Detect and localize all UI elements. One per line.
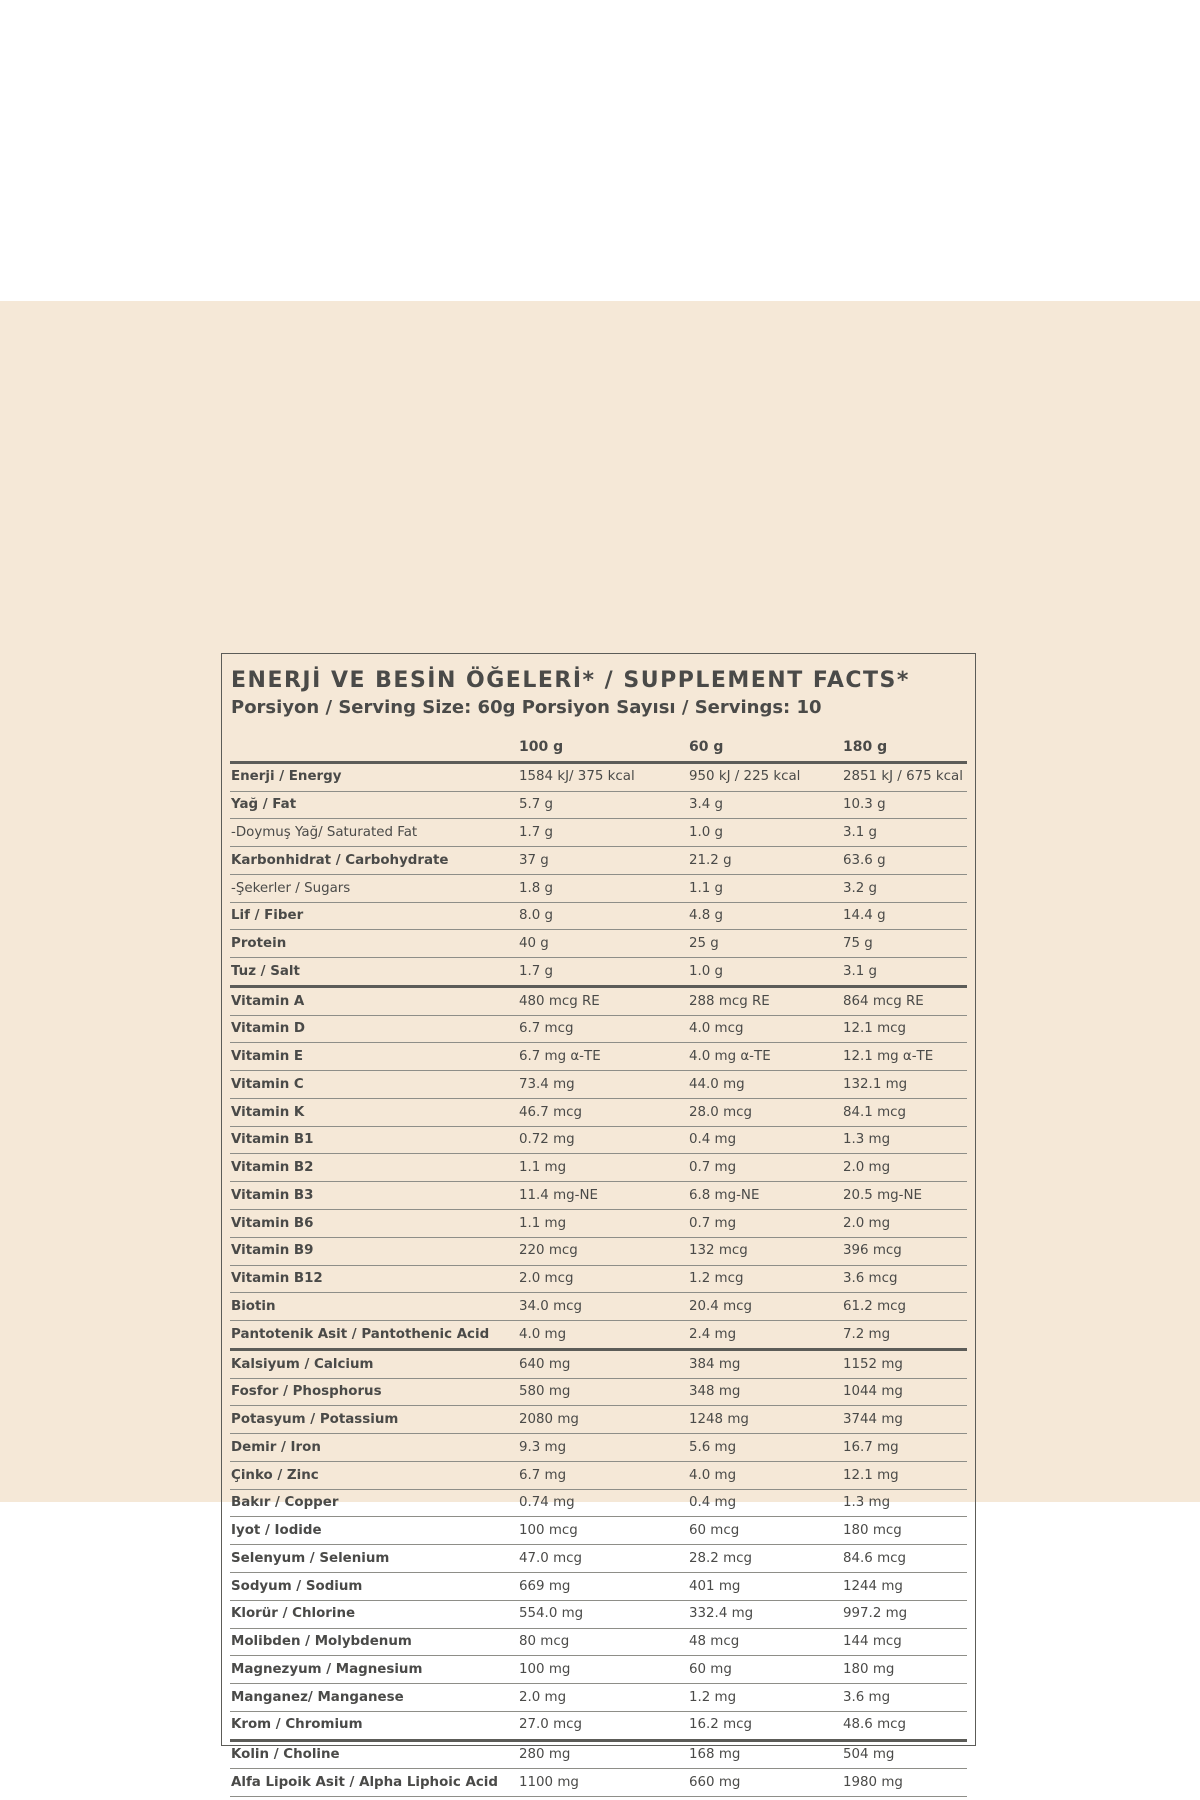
value-60g: 4.0 mg α-TE: [688, 1043, 842, 1071]
panel-title: ENERJİ VE BESİN ÖĞELERİ* / SUPPLEMENT FACTS*: [231, 668, 910, 693]
value-100g: 580 mg: [518, 1378, 688, 1406]
value-60g: 21.2 g: [688, 847, 842, 875]
value-60g: 4.0 mcg: [688, 1015, 842, 1043]
value-60g: 4.8 g: [688, 902, 842, 930]
value-100g: 6.7 mg α-TE: [518, 1043, 688, 1071]
value-100g: 6.7 mcg: [518, 1015, 688, 1043]
value-60g: 0.7 mg: [688, 1210, 842, 1238]
nutrient-name: Karbonhidrat / Carbohydrate: [230, 847, 518, 875]
nutrient-name: Potasyum / Potassium: [230, 1406, 518, 1434]
nutrient-name: Kolin / Choline: [230, 1740, 518, 1769]
value-180g: 864 mcg RE: [842, 986, 967, 1015]
nutrient-name: Molibden / Molybdenum: [230, 1628, 518, 1656]
table-row: [230, 791, 967, 819]
value-60g: 384 mg: [688, 1349, 842, 1378]
value-100g: 1.1 mg: [518, 1154, 688, 1182]
value-180g: 3.1 g: [842, 819, 967, 847]
nutrient-name: Alfa Lipoik Asit / Alpha Liphoic Acid: [230, 1769, 518, 1797]
nutrient-name: Klorür / Chlorine: [230, 1600, 518, 1628]
value-100g: 46.7 mcg: [518, 1098, 688, 1126]
facts-table: [230, 734, 967, 1797]
table-row: [230, 1378, 967, 1406]
value-180g: 1152 mg: [842, 1349, 967, 1378]
value-60g: 0.4 mg: [688, 1489, 842, 1517]
value-180g: 3.2 g: [842, 874, 967, 902]
value-100g: 1.7 g: [518, 819, 688, 847]
nutrient-name: Krom / Chromium: [230, 1711, 518, 1740]
value-100g: 11.4 mg-NE: [518, 1182, 688, 1210]
value-180g: 84.6 mcg: [842, 1545, 967, 1573]
value-180g: 3.6 mcg: [842, 1265, 967, 1293]
value-100g: 73.4 mg: [518, 1071, 688, 1099]
nutrient-name: Selenyum / Selenium: [230, 1545, 518, 1573]
table-row: [230, 1434, 967, 1462]
value-180g: 7.2 mg: [842, 1321, 967, 1350]
column-header-180g: 180 g: [842, 734, 967, 762]
value-180g: 396 mcg: [842, 1237, 967, 1265]
table-row: [230, 1600, 967, 1628]
value-60g: 28.2 mcg: [688, 1545, 842, 1573]
value-180g: 2.0 mg: [842, 1210, 967, 1238]
table-row: [230, 1210, 967, 1238]
value-100g: 669 mg: [518, 1572, 688, 1600]
value-60g: 288 mcg RE: [688, 986, 842, 1015]
value-100g: 480 mcg RE: [518, 986, 688, 1015]
table-row: [230, 1237, 967, 1265]
table-row: [230, 1769, 967, 1797]
value-60g: 1248 mg: [688, 1406, 842, 1434]
table-row: [230, 958, 967, 987]
table-row: [230, 1071, 967, 1099]
value-60g: 4.0 mg: [688, 1461, 842, 1489]
nutrient-name: Vitamin E: [230, 1043, 518, 1071]
nutrient-name: Vitamin B6: [230, 1210, 518, 1238]
table-row: [230, 1628, 967, 1656]
value-180g: 84.1 mcg: [842, 1098, 967, 1126]
nutrient-name: Vitamin B1: [230, 1126, 518, 1154]
value-60g: 401 mg: [688, 1572, 842, 1600]
table-row: [230, 1293, 967, 1321]
value-180g: 1.3 mg: [842, 1126, 967, 1154]
table-row: [230, 1711, 967, 1740]
value-180g: 1244 mg: [842, 1572, 967, 1600]
value-100g: 37 g: [518, 847, 688, 875]
value-180g: 20.5 mg-NE: [842, 1182, 967, 1210]
value-180g: 132.1 mg: [842, 1071, 967, 1099]
value-60g: 28.0 mcg: [688, 1098, 842, 1126]
nutrient-name: Vitamin B9: [230, 1237, 518, 1265]
value-100g: 1.8 g: [518, 874, 688, 902]
table-row: [230, 1740, 967, 1769]
nutrient-name: -Doymuş Yağ/ Saturated Fat: [230, 819, 518, 847]
value-100g: 280 mg: [518, 1740, 688, 1769]
value-100g: 47.0 mcg: [518, 1545, 688, 1573]
value-180g: 10.3 g: [842, 791, 967, 819]
value-180g: 12.1 mg: [842, 1461, 967, 1489]
value-60g: 950 kJ / 225 kcal: [688, 762, 842, 791]
column-header-60g: 60 g: [688, 734, 842, 762]
value-100g: 2.0 mcg: [518, 1265, 688, 1293]
value-60g: 44.0 mg: [688, 1071, 842, 1099]
nutrient-name: Vitamin A: [230, 986, 518, 1015]
nutrient-name: Protein: [230, 930, 518, 958]
value-60g: 132 mcg: [688, 1237, 842, 1265]
table-row: [230, 1182, 967, 1210]
table-row: [230, 930, 967, 958]
table-row: [230, 1684, 967, 1712]
value-100g: 80 mcg: [518, 1628, 688, 1656]
nutrient-name: Pantotenik Asit / Pantothenic Acid: [230, 1321, 518, 1350]
value-60g: 1.0 g: [688, 958, 842, 987]
value-60g: 48 mcg: [688, 1628, 842, 1656]
table-row: [230, 1545, 967, 1573]
nutrient-name: Manganez/ Manganese: [230, 1684, 518, 1712]
value-100g: 100 mcg: [518, 1517, 688, 1545]
value-100g: 4.0 mg: [518, 1321, 688, 1350]
value-60g: 660 mg: [688, 1769, 842, 1797]
value-180g: 16.7 mg: [842, 1434, 967, 1462]
value-60g: 25 g: [688, 930, 842, 958]
nutrient-name: Magnezyum / Magnesium: [230, 1656, 518, 1684]
value-100g: 2.0 mg: [518, 1684, 688, 1712]
nutrient-name: Vitamin C: [230, 1071, 518, 1099]
value-100g: 554.0 mg: [518, 1600, 688, 1628]
nutrient-name: Vitamin B12: [230, 1265, 518, 1293]
nutrient-name: Kalsiyum / Calcium: [230, 1349, 518, 1378]
value-60g: 1.2 mcg: [688, 1265, 842, 1293]
table-row: [230, 1321, 967, 1350]
facts-rows: [230, 762, 967, 1796]
value-180g: 48.6 mcg: [842, 1711, 967, 1740]
value-180g: 3.6 mg: [842, 1684, 967, 1712]
nutrient-name: Biotin: [230, 1293, 518, 1321]
value-60g: 0.7 mg: [688, 1154, 842, 1182]
value-180g: 61.2 mcg: [842, 1293, 967, 1321]
value-180g: 2851 kJ / 675 kcal: [842, 762, 967, 791]
column-header-100g: 100 g: [518, 734, 688, 762]
value-100g: 34.0 mcg: [518, 1293, 688, 1321]
table-row: [230, 1406, 967, 1434]
value-180g: 3744 mg: [842, 1406, 967, 1434]
table-row: [230, 1517, 967, 1545]
value-100g: 2080 mg: [518, 1406, 688, 1434]
nutrient-name: Demir / Iron: [230, 1434, 518, 1462]
value-60g: 3.4 g: [688, 791, 842, 819]
table-row: [230, 874, 967, 902]
value-180g: 504 mg: [842, 1740, 967, 1769]
nutrient-name: Vitamin B2: [230, 1154, 518, 1182]
nutrient-name: Vitamin B3: [230, 1182, 518, 1210]
value-100g: 1.1 mg: [518, 1210, 688, 1238]
value-180g: 180 mcg: [842, 1517, 967, 1545]
value-100g: 100 mg: [518, 1656, 688, 1684]
column-header-nutrient: [230, 734, 518, 762]
nutrient-name: Vitamin D: [230, 1015, 518, 1043]
value-180g: 3.1 g: [842, 958, 967, 987]
nutrient-name: Yağ / Fat: [230, 791, 518, 819]
value-100g: 40 g: [518, 930, 688, 958]
table-row: [230, 1015, 967, 1043]
value-60g: 1.1 g: [688, 874, 842, 902]
value-100g: 8.0 g: [518, 902, 688, 930]
value-100g: 1.7 g: [518, 958, 688, 987]
value-100g: 9.3 mg: [518, 1434, 688, 1462]
column-header-row: [230, 734, 967, 762]
value-60g: 5.6 mg: [688, 1434, 842, 1462]
nutrient-name: Vitamin K: [230, 1098, 518, 1126]
value-180g: 997.2 mg: [842, 1600, 967, 1628]
value-60g: 6.8 mg-NE: [688, 1182, 842, 1210]
value-180g: 14.4 g: [842, 902, 967, 930]
table-row: [230, 819, 967, 847]
value-60g: 168 mg: [688, 1740, 842, 1769]
value-100g: 220 mcg: [518, 1237, 688, 1265]
table-row: [230, 1265, 967, 1293]
label-background: [0, 301, 1200, 1790]
table-row: [230, 1489, 967, 1517]
value-60g: 1.0 g: [688, 819, 842, 847]
value-60g: 60 mg: [688, 1656, 842, 1684]
value-60g: 20.4 mcg: [688, 1293, 842, 1321]
table-row: [230, 1461, 967, 1489]
nutrient-name: Bakır / Copper: [230, 1489, 518, 1517]
table-row: [230, 1349, 967, 1378]
nutrient-name: Iyot / Iodide: [230, 1517, 518, 1545]
nutrient-name: -Şekerler / Sugars: [230, 874, 518, 902]
value-100g: 1584 kJ/ 375 kcal: [518, 762, 688, 791]
nutrient-name: Lif / Fiber: [230, 902, 518, 930]
value-100g: 5.7 g: [518, 791, 688, 819]
table-row: [230, 1656, 967, 1684]
nutrient-name: Fosfor / Phosphorus: [230, 1378, 518, 1406]
value-60g: 2.4 mg: [688, 1321, 842, 1350]
supplement-facts-panel: [221, 653, 976, 1790]
table-row: [230, 1126, 967, 1154]
value-180g: 2.0 mg: [842, 1154, 967, 1182]
value-60g: 0.4 mg: [688, 1126, 842, 1154]
value-60g: 332.4 mg: [688, 1600, 842, 1628]
table-row: [230, 1098, 967, 1126]
serving-info: Porsiyon / Serving Size: 60g Porsiyon Sayısı / Servings: 10: [231, 697, 822, 718]
table-row: [230, 1154, 967, 1182]
value-100g: 0.74 mg: [518, 1489, 688, 1517]
value-180g: 1980 mg: [842, 1769, 967, 1797]
table-row: [230, 902, 967, 930]
value-60g: 348 mg: [688, 1378, 842, 1406]
value-100g: 6.7 mg: [518, 1461, 688, 1489]
nutrient-name: Tuz / Salt: [230, 958, 518, 987]
value-180g: 12.1 mg α-TE: [842, 1043, 967, 1071]
table-row: [230, 847, 967, 875]
value-180g: 180 mg: [842, 1656, 967, 1684]
value-100g: 27.0 mcg: [518, 1711, 688, 1740]
value-60g: 60 mcg: [688, 1517, 842, 1545]
nutrient-name: Çinko / Zinc: [230, 1461, 518, 1489]
nutrient-name: Enerji / Energy: [230, 762, 518, 791]
value-180g: 1044 mg: [842, 1378, 967, 1406]
value-60g: 1.2 mg: [688, 1684, 842, 1712]
value-180g: 1.3 mg: [842, 1489, 967, 1517]
value-100g: 1100 mg: [518, 1769, 688, 1797]
value-180g: 75 g: [842, 930, 967, 958]
value-180g: 144 mcg: [842, 1628, 967, 1656]
table-row: [230, 1572, 967, 1600]
value-100g: 0.72 mg: [518, 1126, 688, 1154]
value-100g: 640 mg: [518, 1349, 688, 1378]
table-row: [230, 986, 967, 1015]
value-60g: 16.2 mcg: [688, 1711, 842, 1740]
table-row: [230, 1043, 967, 1071]
value-180g: 63.6 g: [842, 847, 967, 875]
table-row: [230, 762, 967, 791]
value-180g: 12.1 mcg: [842, 1015, 967, 1043]
nutrient-name: Sodyum / Sodium: [230, 1572, 518, 1600]
